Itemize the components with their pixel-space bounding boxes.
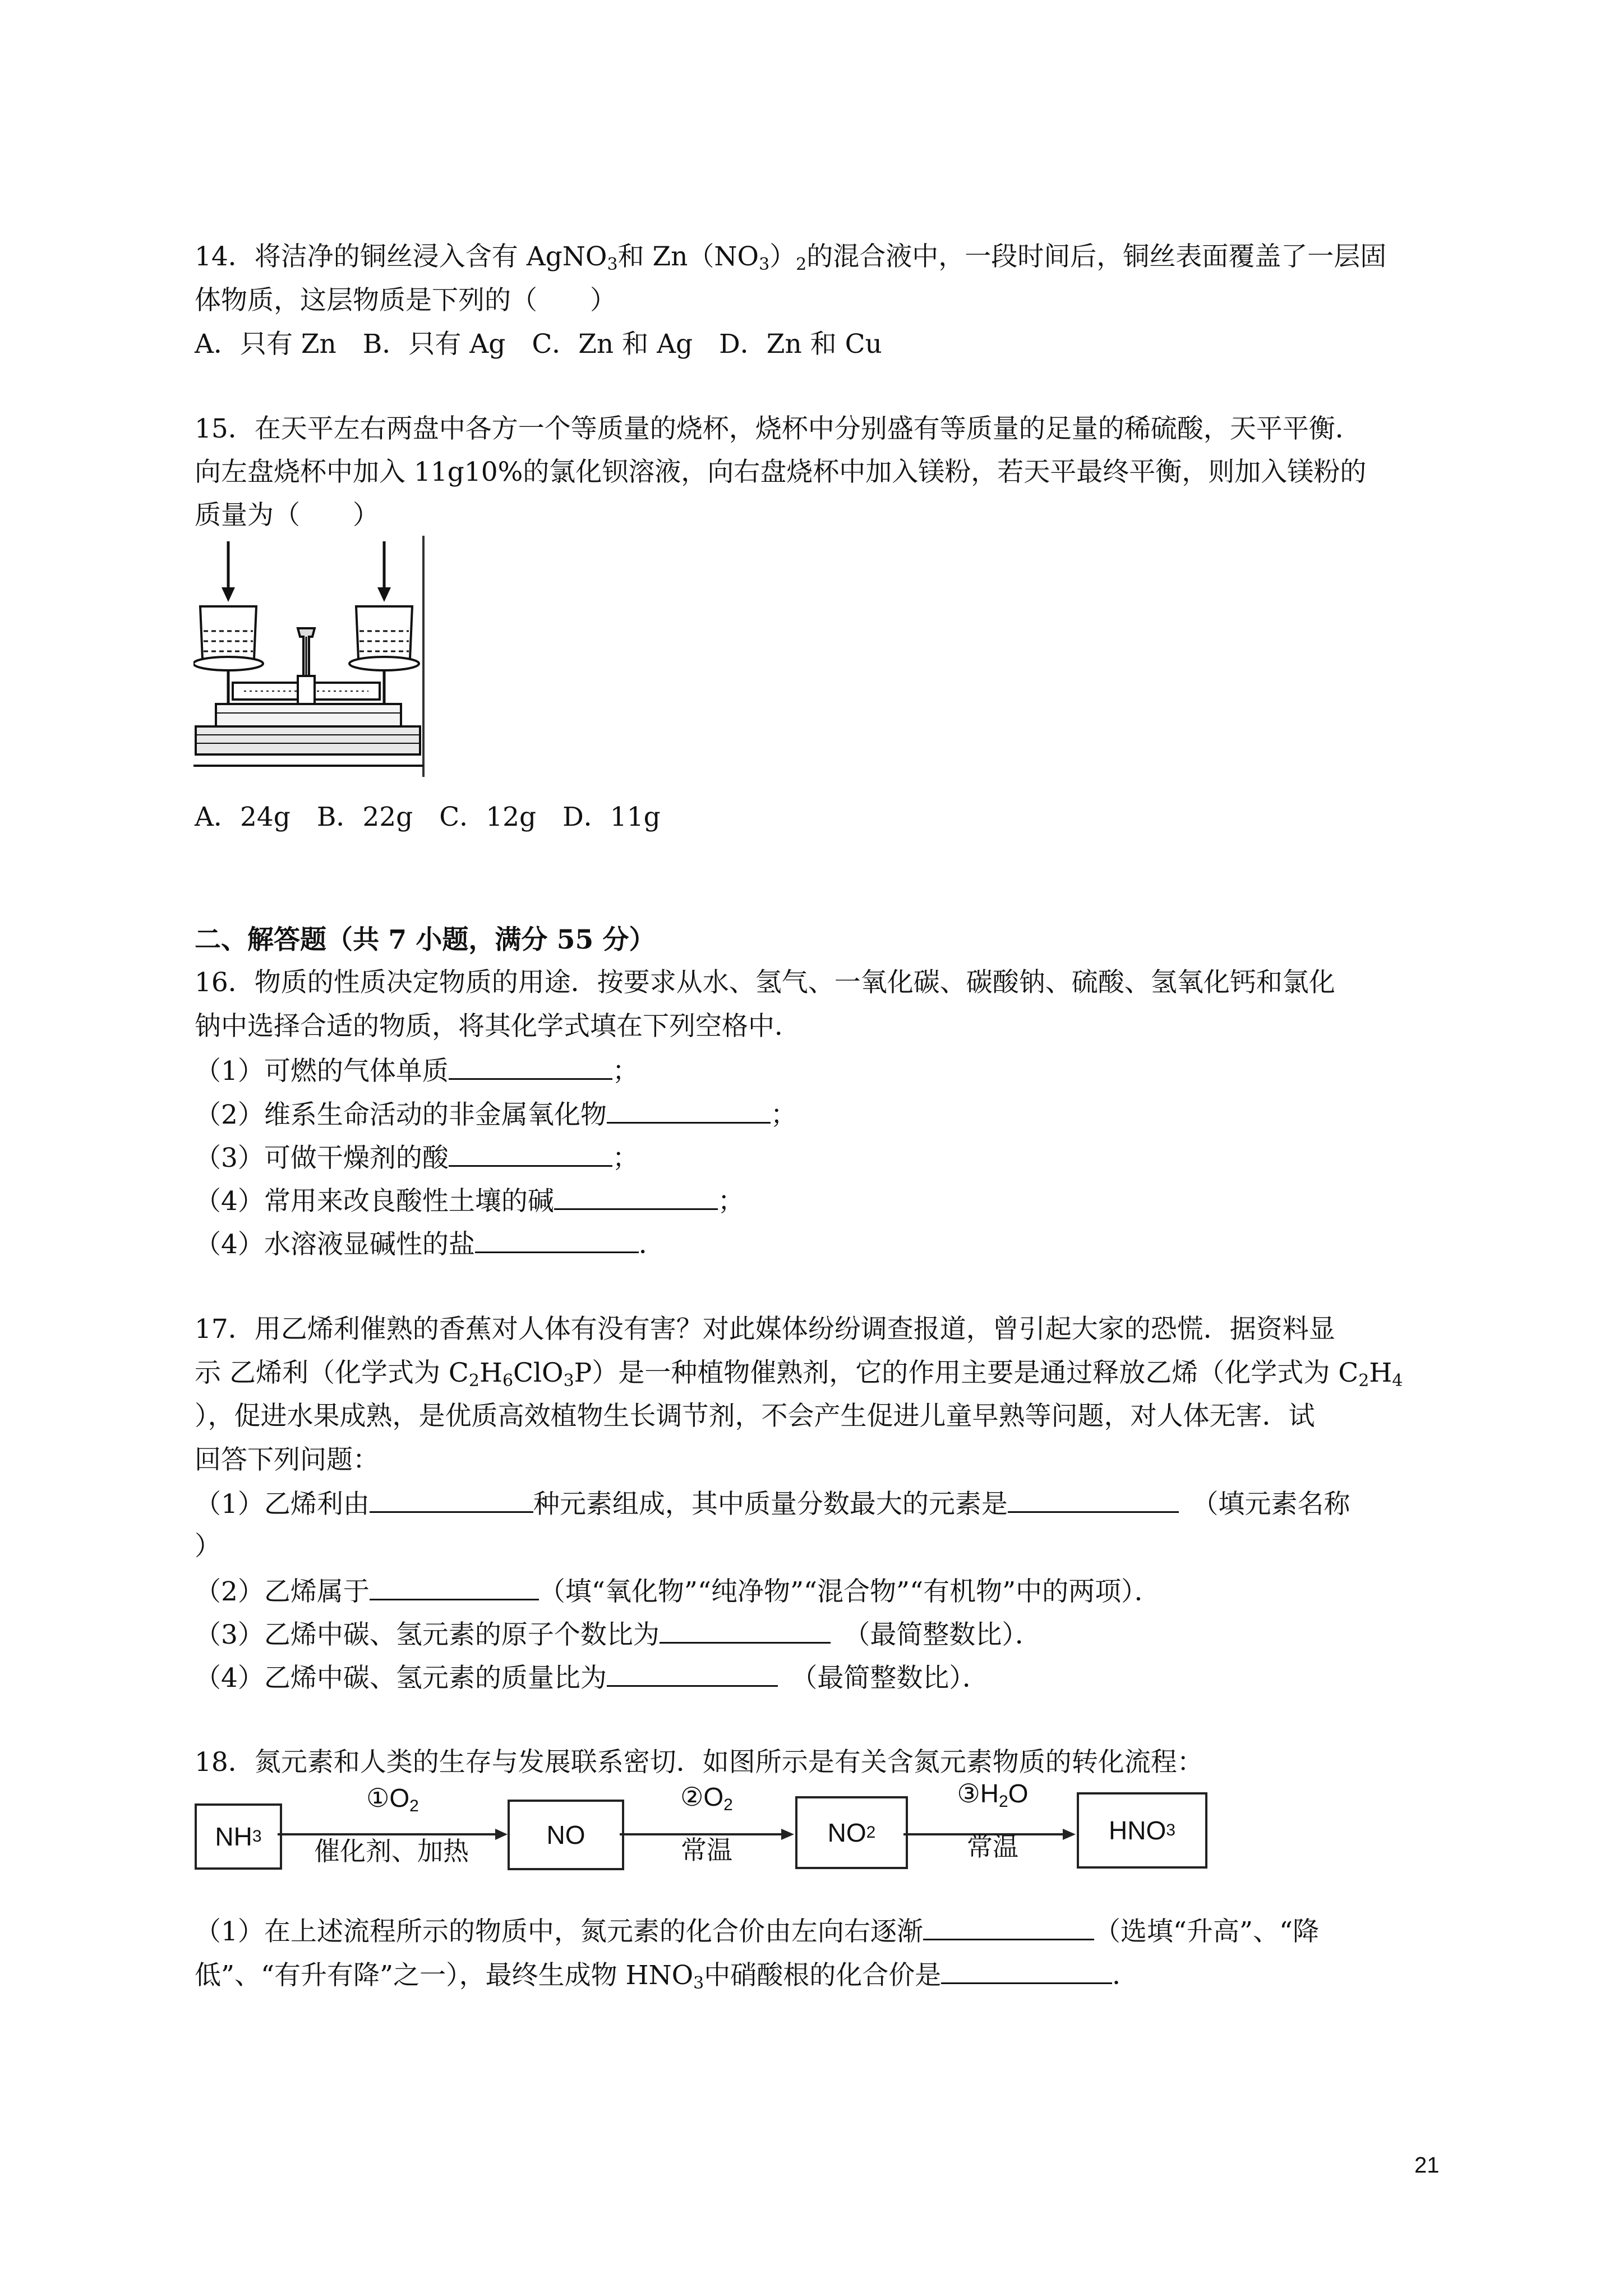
q17-item-text: （填元素名称 xyxy=(1178,1489,1350,1520)
answer-blank[interactable] xyxy=(370,1574,539,1600)
q17-item-text: （最简整数比）． xyxy=(830,1619,1041,1650)
flow-sub: 3 xyxy=(252,1827,262,1846)
q17-line3: ），促进水果成熟，是优质高效植物生长调节剂，不会产生促进儿童早熟等问题，对人体无害．试 xyxy=(195,1401,1315,1432)
q17-item-text: （3）乙烯中碳、氢元素的原子个数比为 xyxy=(195,1619,660,1650)
q16-item-text: （3）可做干燥剂的酸 xyxy=(195,1143,449,1174)
flow-arrow-1-bottom: 催化剂、加热 xyxy=(314,1837,469,1866)
q17-item-2 xyxy=(195,1574,1161,1609)
flow-sub: 2 xyxy=(723,1796,733,1814)
q17-sub: 2 xyxy=(468,1371,479,1391)
q18-part1-line2 xyxy=(195,1958,1138,2000)
balance-scale-figure xyxy=(193,536,429,777)
q15-options: A．24g B．22g C．12g D．11g xyxy=(195,802,661,832)
q17-text: ClO xyxy=(513,1358,564,1388)
q17-item-text: （2）乙烯属于 xyxy=(195,1576,370,1607)
flow-sub: 3 xyxy=(1166,1821,1175,1839)
q17-line1: 17．用乙烯利催熟的香蕉对人体有没有害？对此媒体纷纷调查报道，曾引起大家的恐慌．据资料显 xyxy=(195,1314,1335,1345)
flow-label: NH xyxy=(215,1822,252,1851)
q17-line2 xyxy=(195,1356,1403,1398)
q16-item-2 xyxy=(195,1097,797,1132)
q17-sub: 2 xyxy=(1358,1371,1370,1391)
answer-blank[interactable] xyxy=(607,1097,771,1124)
q17-item-text: （最简整数比）． xyxy=(777,1663,989,1694)
q16-item-4 xyxy=(195,1184,744,1218)
q17-item-4 xyxy=(195,1660,989,1695)
q14-text: ） xyxy=(769,241,796,272)
section-heading: 二、解答题（共 7 小题，满分 55 分） xyxy=(195,924,656,955)
q17-line4: 回答下列问题： xyxy=(195,1444,379,1475)
answer-blank[interactable] xyxy=(660,1617,831,1644)
answer-blank[interactable] xyxy=(370,1487,533,1513)
q17-item-3 xyxy=(195,1617,1041,1652)
q17-item-text: （1）乙烯利由 xyxy=(195,1489,370,1520)
q14-sub: 3 xyxy=(607,255,618,274)
flow-sub: 2 xyxy=(409,1797,419,1815)
flow-arrowhead-3 xyxy=(1063,1829,1076,1840)
q16-item-3 xyxy=(195,1140,639,1175)
flow-arrow-1-top xyxy=(314,1783,471,1816)
flow-sub: 2 xyxy=(999,1792,1008,1811)
flow-arrowhead-2 xyxy=(781,1829,794,1840)
q15-line2: 向左盘烧杯中加入 11g10%的氯化钡溶液，向右盘烧杯中加入镁粉，若天平最终平衡，则加入镁粉的 xyxy=(195,457,1367,487)
answer-blank[interactable] xyxy=(941,1958,1112,1984)
q17-item-1-cont: ） xyxy=(195,1531,221,1562)
q14-line1 xyxy=(195,240,1386,282)
q16-item-text: （2）维系生命活动的非金属氧化物 xyxy=(195,1099,607,1130)
q16-item-1 xyxy=(195,1053,639,1088)
q17-sub: 6 xyxy=(502,1371,514,1391)
q18-sub: 3 xyxy=(693,1973,704,1993)
q15-line3: 质量为（ ） xyxy=(195,500,379,531)
flow-arrow-3-bottom: 常温 xyxy=(967,1832,1018,1861)
q18-part1-line1 xyxy=(195,1914,1319,1949)
flow-box-hno3 xyxy=(1077,1792,1207,1869)
q17-sub: 4 xyxy=(1392,1371,1403,1391)
q16-item-text: （1）可燃的气体单质 xyxy=(195,1056,449,1087)
q16-item-5 xyxy=(195,1227,665,1262)
q16-item-end: ； xyxy=(612,1056,639,1087)
q14-text: 14．将洁净的铜丝浸入含有 AgNO xyxy=(195,241,607,272)
flow-box-nh3 xyxy=(195,1803,282,1870)
q14-line2: 体物质，这层物质是下列的（ ） xyxy=(195,285,616,316)
answer-blank[interactable] xyxy=(449,1140,612,1167)
q16-item-text: （4）水溶液显碱性的盐 xyxy=(195,1229,475,1260)
answer-blank[interactable] xyxy=(554,1184,718,1210)
answer-blank[interactable] xyxy=(607,1660,778,1687)
page-number: 21 xyxy=(1414,2153,1440,2178)
q18-text: 中硝酸根的化合价是 xyxy=(704,1960,942,1991)
q16-item-end: ； xyxy=(612,1143,639,1174)
flow-label: ③H xyxy=(957,1779,999,1808)
q18-line1: 18．氮元素和人类的生存与发展联系密切．如图所示是有关含氮元素物质的转化流程： xyxy=(195,1747,1204,1778)
answer-blank[interactable] xyxy=(923,1914,1094,1940)
q14-text: 和 Zn（NO xyxy=(617,241,759,272)
q16-item-end: ． xyxy=(638,1229,665,1260)
q16-item-end: ； xyxy=(717,1186,744,1217)
q17-item-text: （4）乙烯中碳、氢元素的质量比为 xyxy=(195,1663,607,1694)
q17-sub: 3 xyxy=(563,1371,574,1391)
flow-arrow-3-top xyxy=(931,1778,1054,1811)
q16-item-end: ； xyxy=(770,1099,797,1130)
q18-text: （选填“升高”、“降 xyxy=(1094,1916,1319,1947)
q17-item-text: （填“氧化物”“纯净物”“混合物”“有机物”中的两项）． xyxy=(538,1576,1161,1607)
flow-label: NO xyxy=(827,1818,866,1847)
q17-text: H xyxy=(1369,1358,1393,1388)
q16-line2: 钠中选择合适的物质，将其化学式填在下列空格中． xyxy=(195,1011,801,1042)
flow-label: HNO xyxy=(1109,1816,1166,1845)
q17-text: 示 乙烯利（化学式为 C xyxy=(195,1358,469,1388)
flow-arrow-2-bottom: 常温 xyxy=(681,1835,732,1865)
flow-label: ①O xyxy=(366,1783,410,1812)
q14-sub: 2 xyxy=(796,255,807,274)
q14-text: 的混合液中，一段时间后，铜丝表面覆盖了一层固 xyxy=(806,241,1387,272)
q17-item-1 xyxy=(195,1487,1350,1521)
q14-sub: 3 xyxy=(759,255,770,274)
flow-arrow-2-top xyxy=(651,1782,763,1815)
flow-sub: 2 xyxy=(866,1823,876,1842)
q18-text: 低”、“有升有降”之一），最终生成物 HNO xyxy=(195,1960,694,1991)
flow-label: ②O xyxy=(680,1782,724,1811)
q16-line1: 16．物质的性质决定物质的用途．按要求从水、氢气、一氧化碳、碳酸钠、硫酸、氢氧化钙和氯化 xyxy=(195,967,1335,998)
q14-options: A．只有 Zn B．只有 Ag C．Zn 和 Ag D．Zn 和 Cu xyxy=(195,329,882,360)
flow-label: NO xyxy=(546,1820,585,1849)
answer-blank[interactable] xyxy=(475,1227,639,1253)
q18-text: ． xyxy=(1112,1960,1139,1991)
q16-item-text: （4）常用来改良酸性土壤的碱 xyxy=(195,1186,554,1217)
q17-item-text: 种元素组成，其中质量分数最大的元素是 xyxy=(533,1489,1008,1520)
q17-text: P）是一种植物催熟剂，它的作用主要是通过释放乙烯（化学式为 C xyxy=(574,1358,1359,1388)
q17-text: H xyxy=(479,1358,502,1388)
answer-blank[interactable] xyxy=(1008,1487,1179,1513)
answer-blank[interactable] xyxy=(449,1053,612,1080)
q15-line1: 15．在天平左右两盘中各方一个等质量的烧杯，烧杯中分别盛有等质量的足量的稀硫酸，天平平衡． xyxy=(195,413,1362,444)
q18-text: （1）在上述流程所示的物质中，氮元素的化合价由左向右逐渐 xyxy=(195,1916,923,1947)
flow-label: O xyxy=(1008,1779,1029,1808)
